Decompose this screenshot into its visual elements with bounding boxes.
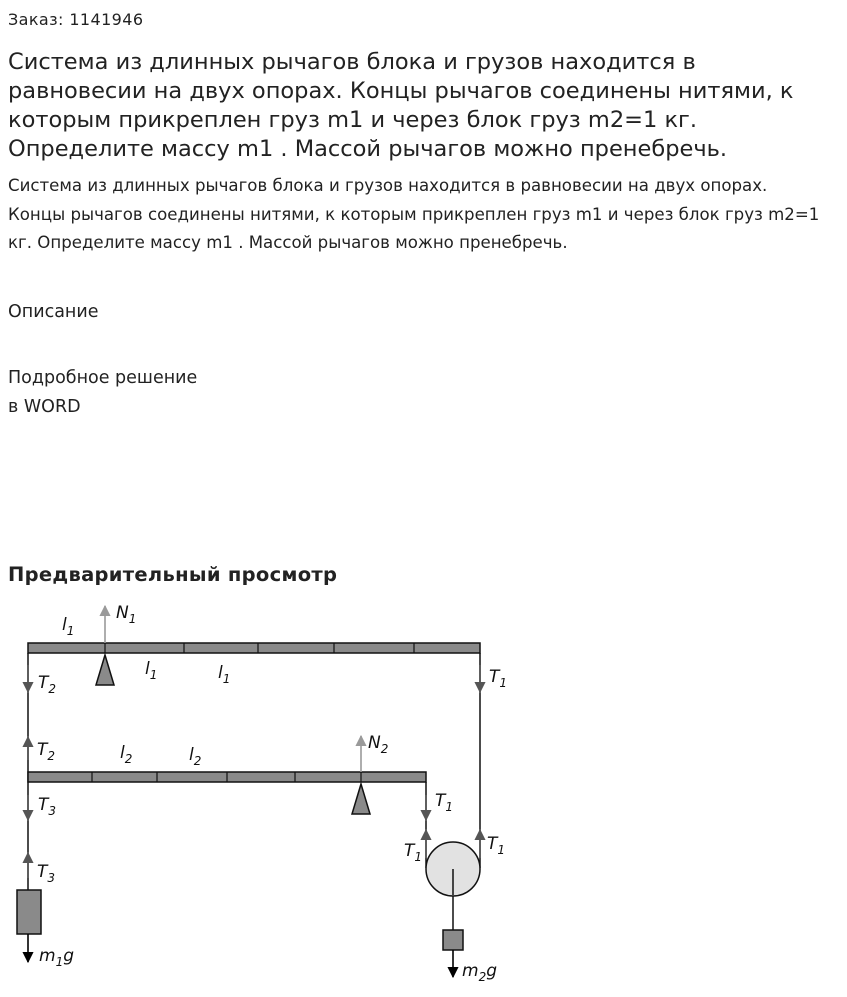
description-line-2: в WORD	[8, 397, 81, 417]
bottom-lever	[28, 772, 426, 782]
label-N1: $N_1$	[116, 603, 137, 626]
task-text: Система из длинных рычагов блока и грузов находится в равновесии на двух опорах. Концы рычагов соединены нитями, к которым прикреплен груз m1 и через блок груз m2=1 кг. Определите массу m1 . Массой рычагов можно пренебречь.	[8, 176, 820, 252]
diagram-labels	[37, 603, 507, 984]
label-T3-b: $T_3$	[37, 862, 56, 885]
label-T1-a: $T_1$	[489, 667, 508, 690]
task-title: Система из длинных рычагов блока и грузов находится в равновесии на двух опорах. Концы рычагов соединены нитями, к которым прикреплен груз m1 и через блок груз m2=1 кг. Определите массу m1 . Массой рычагов можно пренебречь.	[8, 49, 794, 162]
top-lever	[28, 643, 480, 653]
label-T2-b: $T_2$	[37, 740, 56, 763]
label-l1-a: $l_1$	[62, 615, 75, 638]
mass-m2	[443, 930, 463, 950]
bottom-support	[352, 784, 370, 814]
description-body	[8, 364, 197, 422]
label-T3-a: $T_3$	[38, 795, 57, 818]
label-m1g: $m_1g$	[39, 946, 74, 969]
label-l2-b: $l_2$	[189, 745, 202, 768]
label-m2g: $m_2g$	[462, 961, 497, 984]
strings	[28, 653, 480, 930]
label-l1-b: $l_1$	[145, 659, 158, 682]
label-l2-a: $l_2$	[120, 743, 133, 766]
order-value: 1141946	[69, 10, 144, 29]
label-T1-b: $T_1$	[435, 791, 454, 814]
label-T2-a: $T_2$	[38, 673, 57, 696]
description-label: Описание	[8, 302, 99, 322]
order-number	[8, 10, 143, 29]
label-T1-d: $T_1$	[487, 834, 506, 857]
label-N2: $N_2$	[368, 733, 389, 756]
top-support	[96, 655, 114, 685]
label-T1-c: $T_1$	[404, 841, 423, 864]
order-label: Заказ:	[8, 10, 64, 29]
label-l1-c: $l_1$	[218, 663, 231, 686]
description-line-1: Подробное решение	[8, 368, 198, 388]
mass-m1	[17, 890, 41, 934]
force-arrows	[28, 606, 480, 977]
preview-title: Предварительный просмотр	[8, 563, 338, 586]
lever-diagram	[0, 590, 600, 990]
